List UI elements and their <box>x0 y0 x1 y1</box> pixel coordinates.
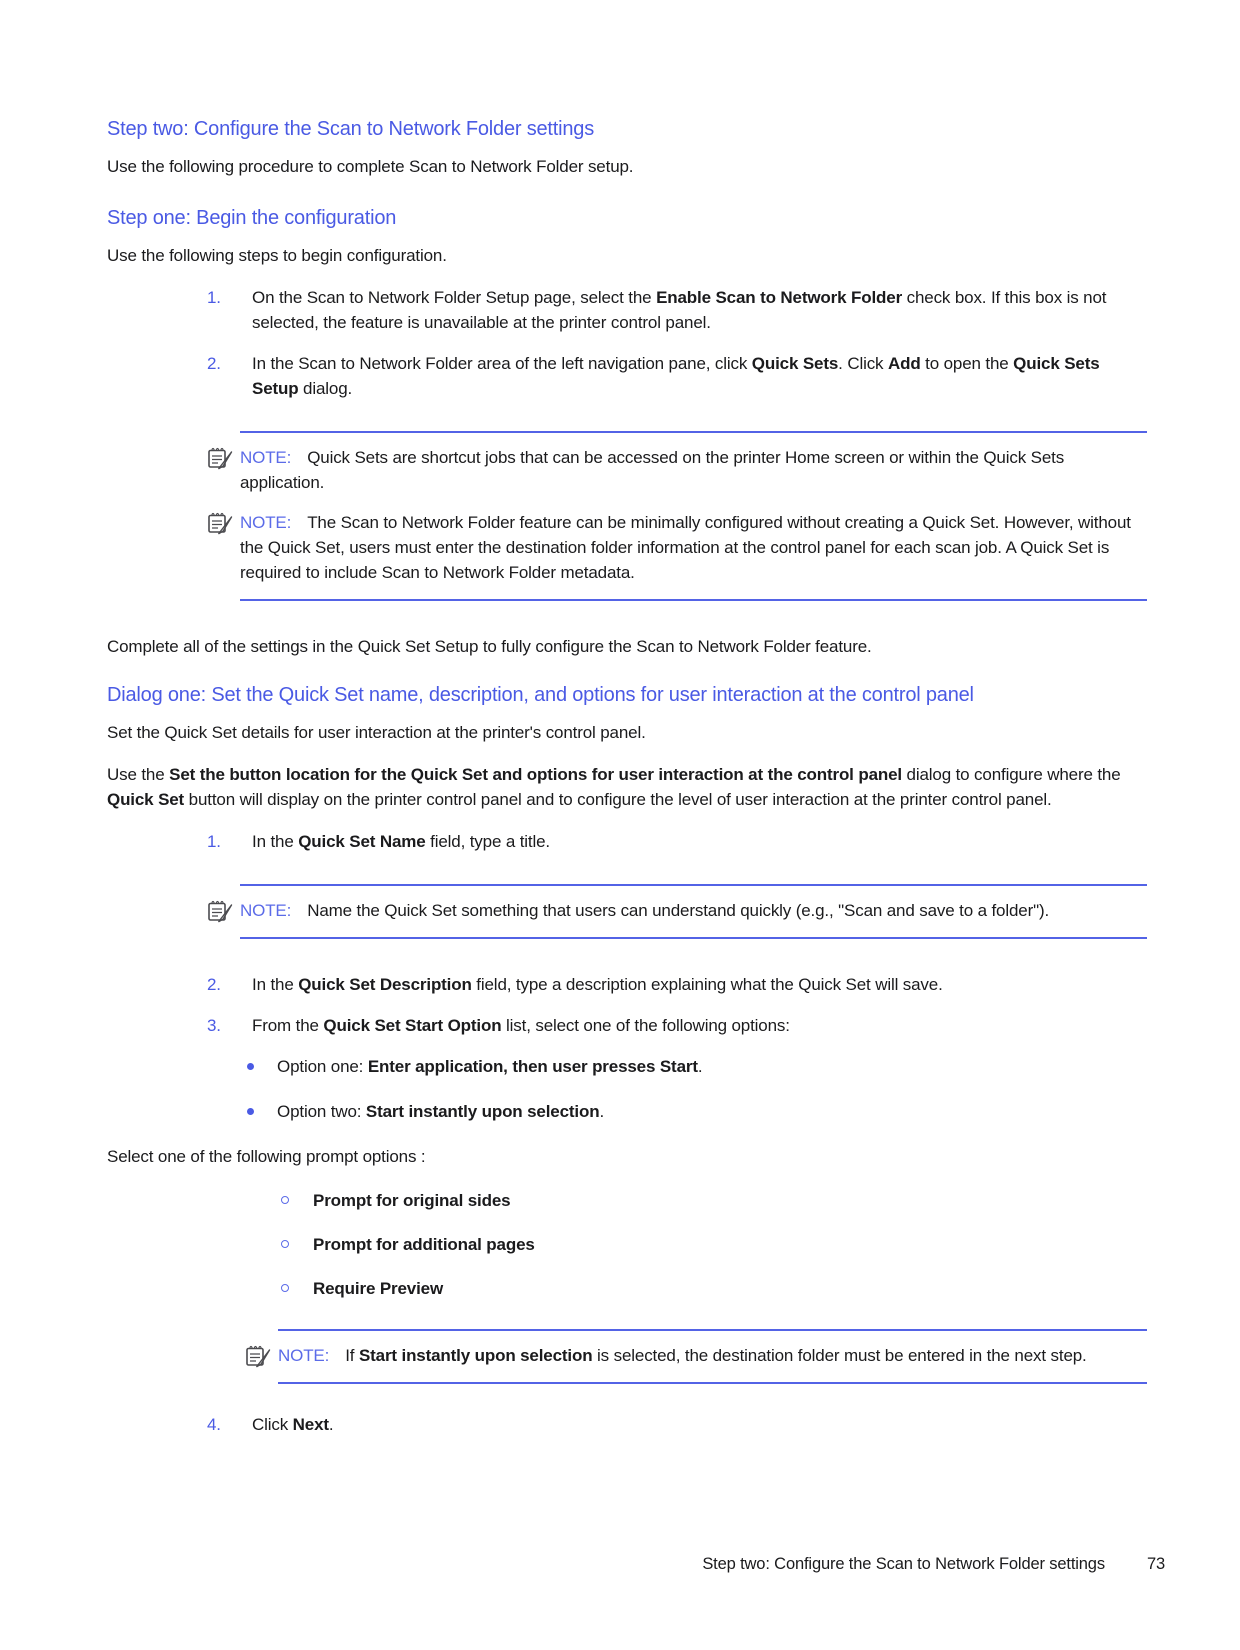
note-item <box>240 898 1147 923</box>
note-label: NOTE: <box>278 1346 330 1365</box>
note-label: NOTE: <box>240 448 292 467</box>
paragraph-dialog-intro1: Set the Quick Set details for user interaction at the printer's control panel. <box>107 723 646 742</box>
step-text: On the Scan to Network Folder Setup page, select the Enable Scan to Network Folder check box. If this box is not selected, the feature is unavailable at the printer control panel. <box>252 288 1107 332</box>
step-text: In the Quick Set Name field, type a title. <box>252 832 550 851</box>
sub-bullet-text: Require Preview <box>313 1279 444 1298</box>
step-number: 2. <box>207 975 221 994</box>
sub-bullet-item <box>281 1232 1147 1257</box>
paragraph-dialog-intro2: Use the Set the button location for the Quick Set and options for user interaction at the control panel dialog to configure where the Quick Set button will display on the printer control panel and to configure the level of user interaction at the printer control panel. <box>107 765 1121 809</box>
ordered-step <box>207 351 1147 401</box>
notepad-pencil-icon <box>245 1344 271 1375</box>
ordered-step <box>207 1412 1147 1437</box>
note-label: NOTE: <box>240 513 292 532</box>
open-circle-icon <box>281 1188 313 1213</box>
footer-page-number: 73 <box>1146 1555 1165 1573</box>
step-number: 4. <box>207 1415 221 1434</box>
paragraph-step-two-intro: Use the following procedure to complete Scan to Network Folder setup. <box>107 157 634 176</box>
sub-bullet-text: Prompt for original sides <box>313 1191 511 1210</box>
notepad-pencil-icon <box>207 511 233 542</box>
sub-bullet-item <box>281 1188 1147 1213</box>
note-item <box>278 1343 1147 1368</box>
step-number: 1. <box>207 832 221 851</box>
step-number: 1. <box>207 288 221 307</box>
note-text: Quick Sets are shortcut jobs that can be accessed on the printer Home screen or within the Quick Sets application. <box>240 448 1065 492</box>
bullet-dot-icon <box>247 1099 277 1124</box>
note-label: NOTE: <box>240 901 292 920</box>
step-text: Click Next. <box>252 1415 334 1434</box>
bullet-text: Option two: Start instantly upon selection. <box>277 1102 605 1121</box>
page-footer <box>0 1552 1165 1577</box>
paragraph-prompt-intro: Select one of the following prompt options : <box>107 1147 426 1166</box>
sub-bullet-item <box>281 1276 1147 1301</box>
footer-running-title: Step two: Configure the Scan to Network Folder settings <box>702 1555 1105 1573</box>
step-text: From the Quick Set Start Option list, select one of the following options: <box>252 1016 790 1035</box>
open-circle-icon <box>281 1232 313 1257</box>
bullet-text: Option one: Enter application, then user presses Start. <box>277 1057 703 1076</box>
bullet-dot-icon <box>247 1054 277 1079</box>
paragraph-step-one-closing: Complete all of the settings in the Quick Set Setup to fully configure the Scan to Network Folder feature. <box>107 637 872 656</box>
note-text: The Scan to Network Folder feature can be minimally configured without creating a Quick Set. However, without the Quick Set, users must enter the destination folder information at the control panel for each scan job. A Quick Set is required to include Scan to Network Folder metadata. <box>240 513 1131 582</box>
note-group <box>240 431 1147 601</box>
notepad-pencil-icon <box>207 446 233 477</box>
note-item <box>240 445 1147 495</box>
note-item <box>240 510 1147 585</box>
step-number: 2. <box>207 354 221 373</box>
note-group <box>278 1329 1147 1384</box>
bullet-item <box>247 1099 1147 1124</box>
ordered-step <box>207 972 1147 997</box>
ordered-step <box>207 285 1147 335</box>
step-text: In the Scan to Network Folder area of the left navigation pane, click Quick Sets. Click Add to open the Quick Sets Setup dialog. <box>252 354 1100 398</box>
step-number: 3. <box>207 1016 221 1035</box>
paragraph-step-one-intro: Use the following steps to begin configuration. <box>107 246 447 265</box>
bullet-item <box>247 1054 1147 1079</box>
section-heading-step-one: Step one: Begin the configuration <box>107 207 397 229</box>
open-circle-icon <box>281 1276 313 1301</box>
ordered-step <box>207 1013 1147 1038</box>
note-text: If Start instantly upon selection is selected, the destination folder must be entered in the next step. <box>345 1346 1087 1365</box>
ordered-step <box>207 829 1147 854</box>
section-heading-dialog-one: Dialog one: Set the Quick Set name, description, and options for user interaction at the control panel <box>107 684 974 706</box>
note-text: Name the Quick Set something that users can understand quickly (e.g., "Scan and save to a folder"). <box>307 901 1050 920</box>
notepad-pencil-icon <box>207 899 233 930</box>
step-text: In the Quick Set Description field, type a description explaining what the Quick Set will save. <box>252 975 943 994</box>
sub-bullet-text: Prompt for additional pages <box>313 1235 535 1254</box>
note-group <box>240 884 1147 939</box>
section-heading-step-two: Step two: Configure the Scan to Network Folder settings <box>107 118 595 140</box>
